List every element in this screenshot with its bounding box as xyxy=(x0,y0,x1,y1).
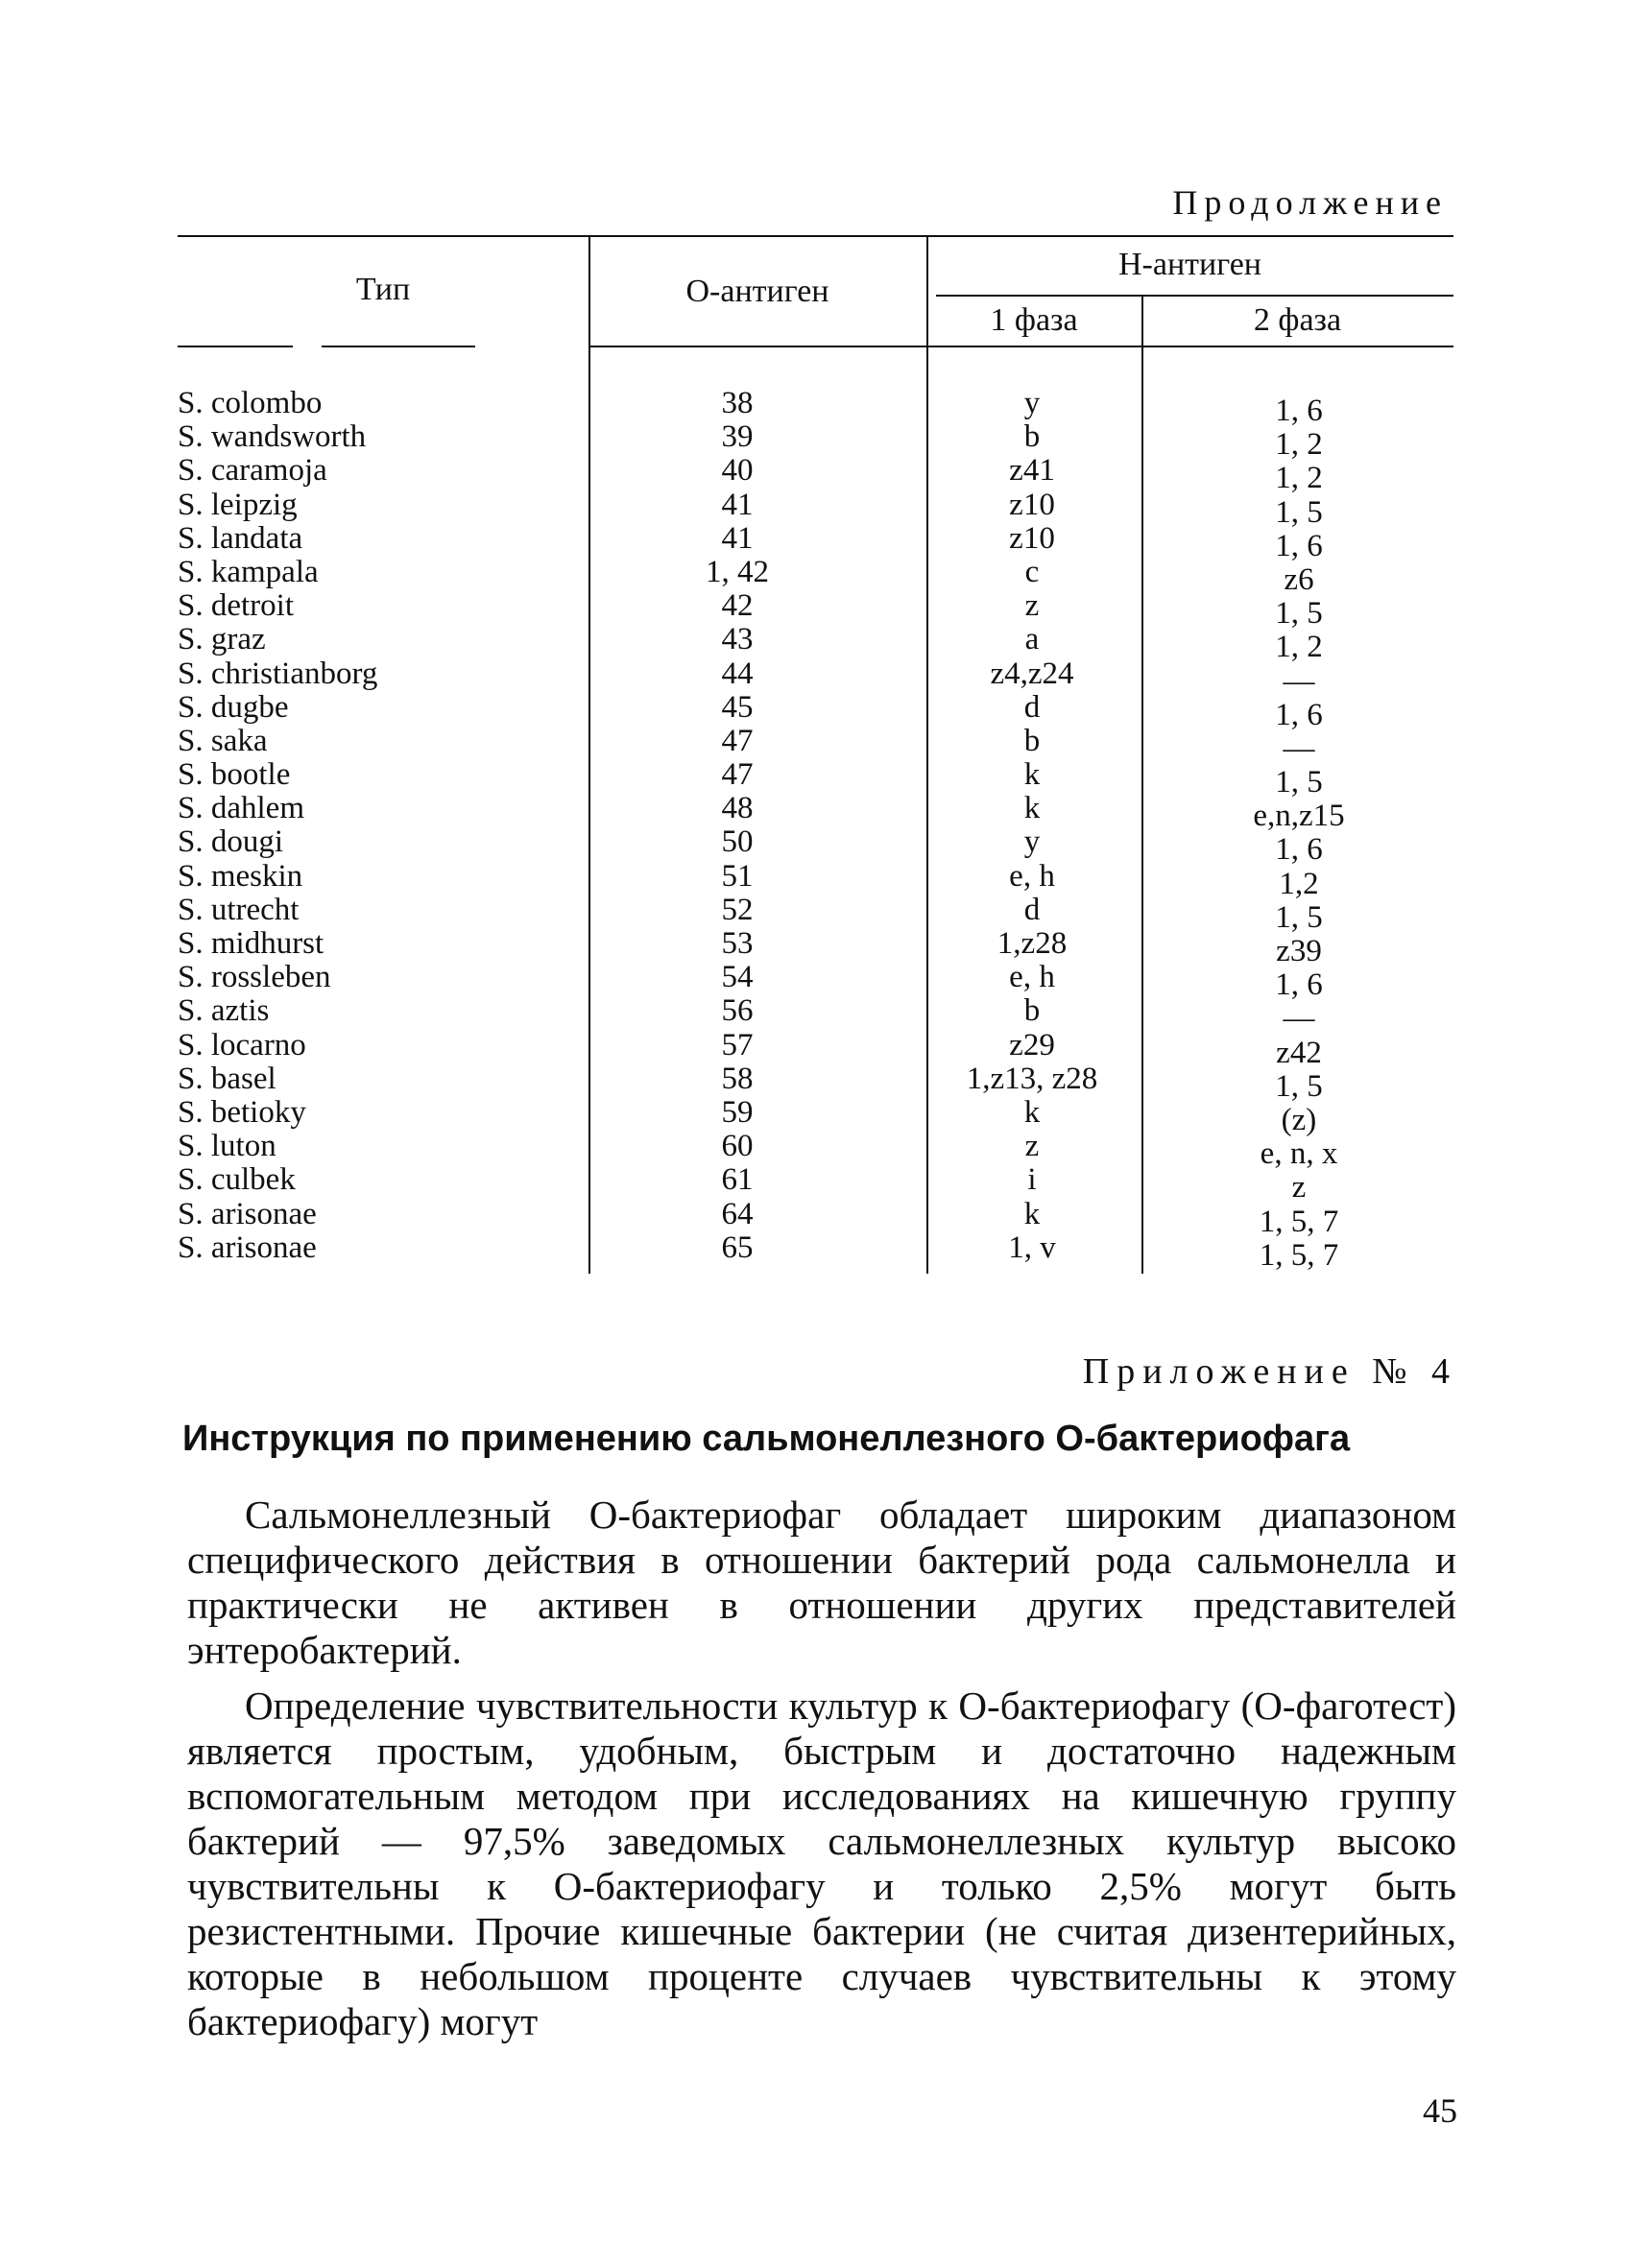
h-phase1-cell: e, h xyxy=(1009,960,1055,995)
h-antigen-rule xyxy=(936,295,1453,297)
h-phase2-cell: 1, 6 xyxy=(1275,528,1323,563)
h-phase2-cell: 1, 5 xyxy=(1275,765,1323,800)
h-phase2-cell: z6 xyxy=(1284,561,1314,597)
o-antigen-cell: 51 xyxy=(721,858,754,894)
o-antigen-cell: 53 xyxy=(721,926,754,961)
table-row xyxy=(178,1162,1453,1206)
instruction-title: Инструкция по применению сальмонеллезного О-бактериофага xyxy=(182,1419,1351,1459)
table-row xyxy=(178,1027,1453,1070)
h-phase2-cell: 1, 6 xyxy=(1275,832,1323,868)
o-antigen-cell: 61 xyxy=(721,1162,754,1198)
o-antigen-cell: 59 xyxy=(721,1094,754,1130)
o-antigen-cell: 40 xyxy=(721,453,754,489)
o-antigen-cell: 47 xyxy=(721,723,754,758)
table-row xyxy=(178,520,1453,563)
h-phase2-cell: 1, 6 xyxy=(1275,967,1323,1003)
h-phase1-cell: z29 xyxy=(1009,1027,1055,1062)
serotype-cell: S. colombo xyxy=(178,386,323,420)
serotype-cell: S. christianborg xyxy=(178,656,378,691)
o-antigen-cell: 50 xyxy=(721,824,754,860)
h-phase2-cell: e,n,z15 xyxy=(1253,799,1345,834)
serotype-cell: S. saka xyxy=(178,723,268,758)
h-phase2-cell: 1, 5 xyxy=(1275,596,1323,632)
h-phase2-cell: 1, 2 xyxy=(1275,427,1323,463)
h-phase2-cell: z42 xyxy=(1276,1035,1322,1070)
o-antigen-cell: 60 xyxy=(721,1129,754,1164)
paragraph-2: Определение чувствительности культур к О-бактериофагу (О-фаготест) является простым, удобным, быстрым и достаточно надежным вспомогательным методом при исследованиях на кишечную группу бактерий — 97,5% заведомых сальмонеллезных культур высоко чувствительны к О-бактериофагу и только 2,5% могут быть резистентными. Прочие кишечные бактерии (не считая дизентерийных, которые в небольшом проценте случаев чувствительны к этому бактериофагу) могут xyxy=(187,1683,1456,2043)
serotype-cell: S. landata xyxy=(178,520,303,556)
o-antigen-cell: 38 xyxy=(721,386,754,420)
o-antigen-cell: 39 xyxy=(721,419,754,455)
h-phase1-cell: 1, v xyxy=(1008,1229,1056,1265)
table-row xyxy=(178,419,1453,463)
h-phase2-cell: 1, 6 xyxy=(1275,394,1323,428)
o-antigen-cell: 52 xyxy=(721,892,754,927)
o-antigen-cell: 45 xyxy=(721,689,754,725)
table-row xyxy=(178,487,1453,530)
table-row xyxy=(178,656,1453,699)
o-antigen-cell: 48 xyxy=(721,791,754,826)
h-phase1-cell: b xyxy=(1023,419,1041,455)
h-phase2-cell: 1, 5 xyxy=(1275,1068,1323,1104)
h-phase2-cell: (z) xyxy=(1281,1102,1317,1137)
serotype-cell: S. betioky xyxy=(178,1094,306,1130)
table-row xyxy=(178,858,1453,901)
type-rule-segment xyxy=(322,346,475,347)
serotype-cell: S. locarno xyxy=(178,1027,306,1062)
o-antigen-cell: 64 xyxy=(721,1196,754,1231)
serotype-cell: S. dougi xyxy=(178,824,284,860)
table-body xyxy=(178,386,1453,1273)
h-phase1-cell: y xyxy=(1023,824,1041,860)
table-row xyxy=(178,791,1453,834)
table-row xyxy=(178,1229,1453,1273)
table-row xyxy=(178,757,1453,800)
serotype-cell: S. kampala xyxy=(178,554,319,589)
appendix-label: Приложение № 4 xyxy=(1082,1351,1457,1392)
serotype-cell: S. utrecht xyxy=(178,892,300,927)
serotype-cell: S. luton xyxy=(178,1129,276,1164)
h-phase2-cell: e, n, x xyxy=(1260,1136,1338,1172)
h-phase1-cell: c xyxy=(1024,554,1040,589)
o-antigen-cell: 42 xyxy=(721,588,754,624)
serotype-cell: S. bootle xyxy=(178,757,291,793)
o-antigen-cell: 41 xyxy=(721,487,754,522)
serotype-cell: S. arisonae xyxy=(178,1196,317,1231)
serotype-cell: S. wandsworth xyxy=(178,419,367,455)
h-phase2-cell: z39 xyxy=(1276,934,1322,968)
h-phase2-cell: 1, 6 xyxy=(1275,697,1323,732)
o-antigen-cell: 43 xyxy=(721,622,754,657)
h-phase1-cell: z xyxy=(1024,588,1040,624)
header-h-phase2: 2 фаза xyxy=(1253,302,1342,338)
h-phase2-cell: 1, 5, 7 xyxy=(1259,1204,1339,1239)
serotype-cell: S. arisonae xyxy=(178,1229,317,1265)
serotype-cell: S. meskin xyxy=(178,858,303,894)
serotype-cell: S. detroit xyxy=(178,588,294,624)
header-o-antigen: О-антиген xyxy=(685,274,829,309)
antigen-table xyxy=(178,235,1453,1281)
serotype-cell: S. caramoja xyxy=(178,453,327,489)
header-bottom-rule xyxy=(588,346,1453,347)
header-type: Тип xyxy=(355,272,411,307)
h-phase2-cell: z xyxy=(1291,1170,1307,1206)
h-phase2-cell: 1, 5, 7 xyxy=(1259,1237,1339,1273)
h-phase1-cell: e, h xyxy=(1009,858,1055,894)
o-antigen-cell: 47 xyxy=(721,757,754,793)
table-row xyxy=(178,386,1453,428)
serotype-cell: S. aztis xyxy=(178,993,270,1029)
h-phase1-cell: i xyxy=(1027,1162,1037,1198)
page-number: 45 xyxy=(1423,2091,1457,2130)
h-phase2-cell: 1,2 xyxy=(1279,866,1319,901)
h-phase1-cell: k xyxy=(1023,1196,1041,1231)
table-row xyxy=(178,892,1453,935)
paragraph-1: Сальмонеллезный О-бактериофаг обладает широким диапазоном специфического действия в отношении бактерий рода сальмонелла и практически не активен в отношении других представителей энтеробактерий. xyxy=(187,1492,1456,1672)
h-phase1-cell: d xyxy=(1023,689,1041,725)
o-antigen-cell: 56 xyxy=(721,993,754,1029)
h-phase1-cell: b xyxy=(1023,993,1041,1029)
table-row xyxy=(178,926,1453,968)
serotype-cell: S. culbek xyxy=(178,1162,296,1198)
table-row xyxy=(178,960,1453,1003)
header-h-antigen: Н-антиген xyxy=(1118,247,1261,282)
header-h-phase1: 1 фаза xyxy=(990,302,1078,338)
type-rule-segment xyxy=(178,346,293,347)
table-row xyxy=(178,1061,1453,1104)
h-phase1-cell: k xyxy=(1023,757,1041,793)
h-phase2-cell: 1, 5 xyxy=(1275,899,1323,935)
table-row xyxy=(178,622,1453,665)
h-phase1-cell: b xyxy=(1023,723,1041,758)
serotype-cell: S. leipzig xyxy=(178,487,298,522)
table-row xyxy=(178,1196,1453,1239)
h-phase2-cell: 1, 5 xyxy=(1275,494,1323,530)
serotype-cell: S. basel xyxy=(178,1061,276,1096)
o-antigen-cell: 44 xyxy=(721,656,754,691)
h-phase1-cell: z10 xyxy=(1009,487,1055,522)
h-phase2-cell: — xyxy=(1283,730,1315,766)
h-phase1-cell: a xyxy=(1024,622,1040,657)
table-row xyxy=(178,824,1453,868)
h-phase2-cell: 1, 2 xyxy=(1275,630,1323,665)
h-phase2-cell: — xyxy=(1283,663,1315,699)
table-row xyxy=(178,689,1453,732)
h-phase1-cell: y xyxy=(1023,386,1041,420)
o-antigen-cell: 57 xyxy=(721,1027,754,1062)
o-antigen-cell: 54 xyxy=(721,960,754,995)
table-row xyxy=(178,723,1453,766)
table-row xyxy=(178,1094,1453,1137)
h-phase1-cell: 1,z28 xyxy=(997,926,1068,961)
h-phase2-cell: 1, 2 xyxy=(1275,461,1323,496)
o-antigen-cell: 65 xyxy=(721,1229,754,1265)
table-row xyxy=(178,453,1453,496)
h-phase1-cell: z10 xyxy=(1009,520,1055,556)
o-antigen-cell: 58 xyxy=(721,1061,754,1096)
table-row xyxy=(178,588,1453,632)
o-antigen-cell: 1, 42 xyxy=(706,554,769,589)
h-phase1-cell: z4,z24 xyxy=(990,656,1074,691)
h-phase1-cell: 1,z13, z28 xyxy=(966,1061,1098,1096)
serotype-cell: S. rossleben xyxy=(178,960,331,995)
serotype-cell: S. dugbe xyxy=(178,689,289,725)
o-antigen-cell: 41 xyxy=(721,520,754,556)
table-row xyxy=(178,554,1453,597)
h-phase1-cell: d xyxy=(1023,892,1041,927)
h-phase1-cell: k xyxy=(1023,1094,1041,1130)
h-phase1-cell: z41 xyxy=(1009,453,1055,489)
continuation-label: Продолжение xyxy=(1172,183,1448,222)
h-phase1-cell: k xyxy=(1023,791,1041,826)
table-row xyxy=(178,1129,1453,1172)
h-phase1-cell: z xyxy=(1024,1129,1040,1164)
serotype-cell: S. midhurst xyxy=(178,926,324,961)
serotype-cell: S. graz xyxy=(178,622,266,657)
serotype-cell: S. dahlem xyxy=(178,791,304,826)
table-top-rule xyxy=(178,235,1453,237)
h-phase2-cell: — xyxy=(1283,1001,1315,1037)
table-row xyxy=(178,993,1453,1037)
